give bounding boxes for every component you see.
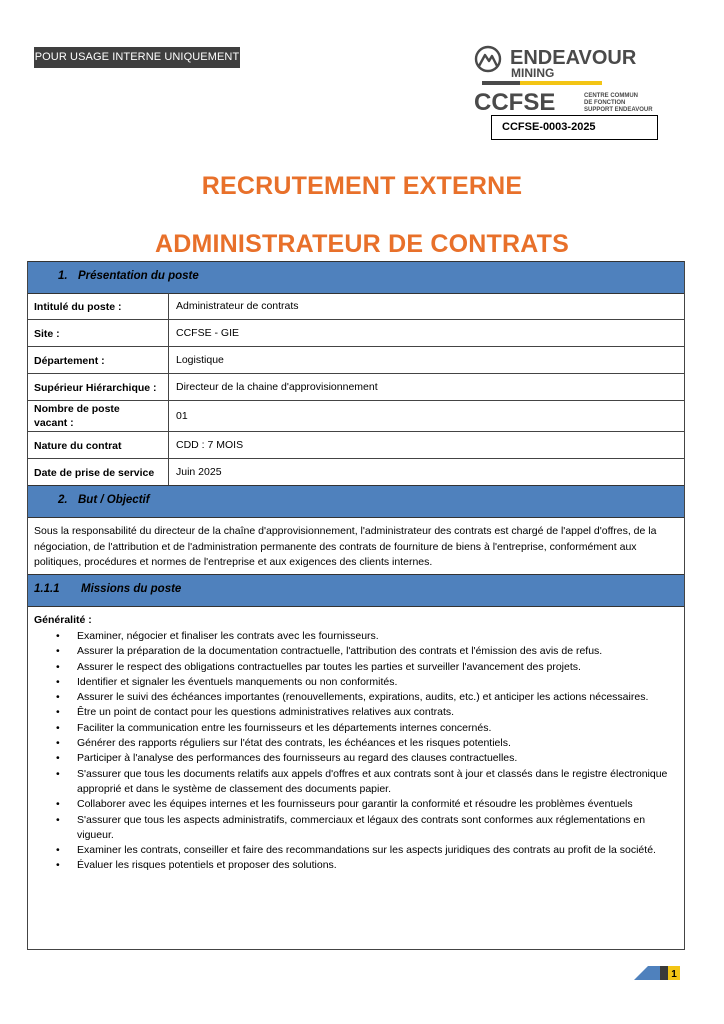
row-label: Intitulé du poste : <box>34 301 122 313</box>
row-value: 01 <box>176 410 188 422</box>
section-title: Missions du poste <box>81 583 182 595</box>
table-row <box>28 401 684 432</box>
title-job: ADMINISTRATEUR DE CONTRATS <box>155 230 569 258</box>
row-label: Date de prise de service <box>34 467 155 479</box>
logo-sub-line1: CENTRE COMMUN <box>584 93 638 99</box>
row-label: Supérieur Hiérarchique : <box>34 382 157 394</box>
row-value: CDD : 7 MOIS <box>176 439 244 451</box>
page-footer-marker <box>634 966 682 980</box>
table-row <box>28 293 684 320</box>
endeavour-ccfse-logo <box>474 44 674 116</box>
document-reference: CCFSE-0003-2025 <box>491 115 658 140</box>
list-item: • Évaluer les risques potentiels et proposer des solutions. <box>34 858 674 873</box>
row-value: Administrateur de contrats <box>176 300 299 312</box>
row-value: Logistique <box>176 354 224 366</box>
internal-use-tag: POUR USAGE INTERNE UNIQUEMENT <box>34 47 240 68</box>
list-item: • Générer des rapports réguliers sur l'état des contrats, les échéances et les risques potentiels. <box>34 736 674 751</box>
list-item: • S'assurer que tous les aspects administratifs, commerciaux et légaux des contrats sont conformes aux réglementations en vigueur. <box>34 813 674 844</box>
row-label: Site : <box>34 328 60 340</box>
row-label: Département : <box>34 355 105 367</box>
row-label: Nombre de poste vacant : <box>34 403 120 429</box>
list-item: • Assurer le suivi des échéances importantes (renouvellements, expirations, audits, etc.) et anticiper les actions nécessaires. <box>34 690 674 705</box>
list-item: • Être un point de contact pour les questions administratives relatives aux contrats. <box>34 705 674 720</box>
section-number: 2. <box>58 494 68 506</box>
logo-mining-text: MINING <box>511 66 555 80</box>
list-item: • Identifier et signaler les éventuels manquements ou non conformités. <box>34 675 674 690</box>
list-item: • Examiner, négocier et finaliser les contrats avec les fournisseurs. <box>34 629 674 644</box>
list-item: • S'assurer que tous les documents relatifs aux appels d'offres et aux contrats sont à jour et classés dans le registre électronique approprié et dans le système de classement des documents papier. <box>34 767 674 798</box>
section-number: 1.1.1 <box>34 583 60 595</box>
section-header-objective <box>28 485 684 518</box>
row-value: Directeur de la chaine d'approvisionnement <box>176 381 378 393</box>
table-row <box>28 374 684 401</box>
table-row <box>28 320 684 347</box>
section-header-presentation <box>28 261 684 294</box>
objective-paragraph: Sous la responsabilité du directeur de la chaîne d'approvisionnement, l'administrateur des contrats est chargé de l'appel d'offres, de la négociation, de l'attribution et de l'administration permanente des contrats de fourniture de biens à l'entreprise, conformément aux politiques, procédures et normes de l'entreprise et aux exigences des clients internes. <box>34 525 657 569</box>
mountain-icon <box>476 47 500 71</box>
logo-ccfse-text: CCFSE <box>474 89 556 116</box>
job-info-table <box>28 293 684 486</box>
list-item: • Examiner les contrats, conseiller et faire des recommandations sur les aspects juridiques des contrats au profit de la société. <box>34 843 674 858</box>
page-number: 1 <box>671 969 677 980</box>
section-title: Présentation du poste <box>78 270 199 282</box>
generality-label: Généralité : <box>34 614 92 626</box>
logo-endeavour-text: ENDEAVOUR <box>510 47 637 69</box>
list-item: • Assurer la préparation de la documentation contractuelle, l'attribution des contrats et l'émission des avis de refus. <box>34 644 674 659</box>
section-number: 1. <box>58 270 68 282</box>
row-value: Juin 2025 <box>176 466 222 478</box>
row-label: Nature du contrat <box>34 440 122 452</box>
table-row <box>28 347 684 374</box>
logo-sub-line2: DE FONCTION <box>584 100 626 106</box>
table-row <box>28 432 684 459</box>
list-item: • Faciliter la communication entre les fournisseurs et les départements internes concernés. <box>34 721 674 736</box>
table-row <box>28 459 684 486</box>
list-item: • Participer à l'analyse des performances des fournisseurs au regard des clauses contractuelles. <box>34 751 674 766</box>
missions-list <box>34 629 674 874</box>
section-header-missions <box>28 574 684 607</box>
section-title: But / Objectif <box>78 494 150 506</box>
title-recruitment: RECRUTEMENT EXTERNE <box>201 172 523 200</box>
list-item: • Assurer le respect des obligations contractuelles par toutes les parties et surveiller l'avancement des projets. <box>34 660 674 675</box>
row-value: CCFSE - GIE <box>176 327 240 339</box>
logo-sub-line3: SUPPORT ENDEAVOUR <box>584 107 653 113</box>
list-item: • Collaborer avec les équipes internes et les fournisseurs pour garantir la conformité et résoudre les problèmes éventuels <box>34 797 674 812</box>
